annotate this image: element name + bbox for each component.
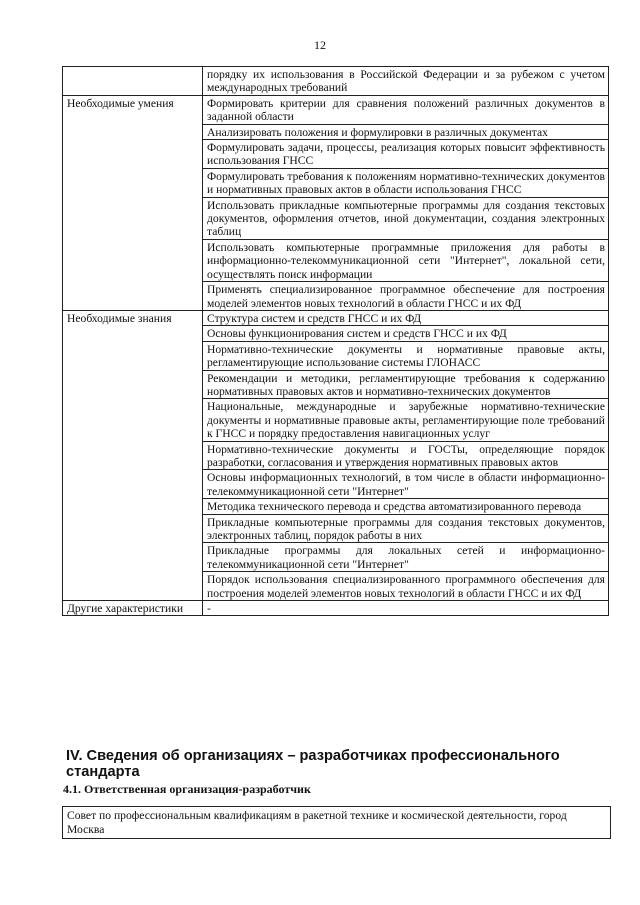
row-value: порядку их использования в Российской Федерации и за рубежом с учетом международных требований xyxy=(203,67,609,96)
requirements-table xyxy=(62,66,609,616)
row-value: Применять специализированное программное обеспечение для построения моделей элементов новых технологий в области ГНСС и их ФД xyxy=(203,282,609,311)
table-row xyxy=(63,67,609,96)
row-value: Формулировать задачи, процессы, реализация которых повысит эффективность использования ГНСС xyxy=(203,140,609,169)
row-value: Национальные, международные и зарубежные нормативно-технические документы и нормативные правовые акты, регламентирующие поле требований к ГНСС и порядку предоставления навигационных услуг xyxy=(203,399,609,441)
row-value: Использовать прикладные компьютерные программы для создания текстовых документов, оформления отчетов, иной документации, создания электронных таблиц xyxy=(203,197,609,239)
subsection-heading: 4.1. Ответственная организация-разработчик xyxy=(63,782,311,796)
page-number: 12 xyxy=(314,38,326,52)
table-row xyxy=(63,310,609,325)
row-label xyxy=(63,67,203,96)
row-value: Структура систем и средств ГНСС и их ФД xyxy=(203,310,609,325)
row-label: Другие характеристики xyxy=(63,601,203,616)
row-value: Прикладные компьютерные программы для создания текстовых документов, электронных таблиц, порядок работы в них xyxy=(203,514,609,543)
row-value: Методика технического перевода и средства автоматизированного перевода xyxy=(203,499,609,514)
row-value: Порядок использования специализированного программного обеспечения для построения моделей элементов новых технологий в области ГНСС и их ФД xyxy=(203,572,609,601)
row-label: Необходимые умения xyxy=(63,95,203,310)
row-value: Анализировать положения и формулировки в различных документах xyxy=(203,124,609,139)
row-value: Нормативно-технические документы и ГОСТы, определяющие порядок разработки, согласования и утверждения нормативных правовых актов xyxy=(203,441,609,470)
organization-box: Совет по профессиональным квалификациям в ракетной технике и космической деятельности, город Москва xyxy=(62,806,611,839)
row-value: Рекомендации и методики, регламентирующие требования к содержанию нормативных правовых актов и нормативно-технических документов xyxy=(203,370,609,399)
section-heading: IV. Сведения об организациях – разработчиках профессионального стандарта xyxy=(66,748,560,780)
row-value: Основы информационных технологий, в том числе в области информационно-телекоммуникационной сети "Интернет" xyxy=(203,470,609,499)
table-row xyxy=(63,601,609,616)
row-value: Формировать критерии для сравнения положений различных документов в заданной области xyxy=(203,95,609,124)
row-value: Использовать компьютерные программные приложения для работы в информационно-телекоммуникационной сети "Интернет", локальной сети, осуществлять поиск информации xyxy=(203,239,609,281)
row-label: Необходимые знания xyxy=(63,310,203,600)
table-row xyxy=(63,95,609,124)
row-value: Прикладные программы для локальных сетей и информационно-телекоммуникационной сети "Интернет" xyxy=(203,543,609,572)
row-value: - xyxy=(203,601,609,616)
row-value: Основы функционирования систем и средств ГНСС и их ФД xyxy=(203,326,609,341)
row-value: Формулировать требования к положениям нормативно-технических документов и нормативных правовых актов в области использования ГНСС xyxy=(203,168,609,197)
row-value: Нормативно-технические документы и нормативные правовые акты, регламентирующие использование системы ГЛОНАСС xyxy=(203,341,609,370)
